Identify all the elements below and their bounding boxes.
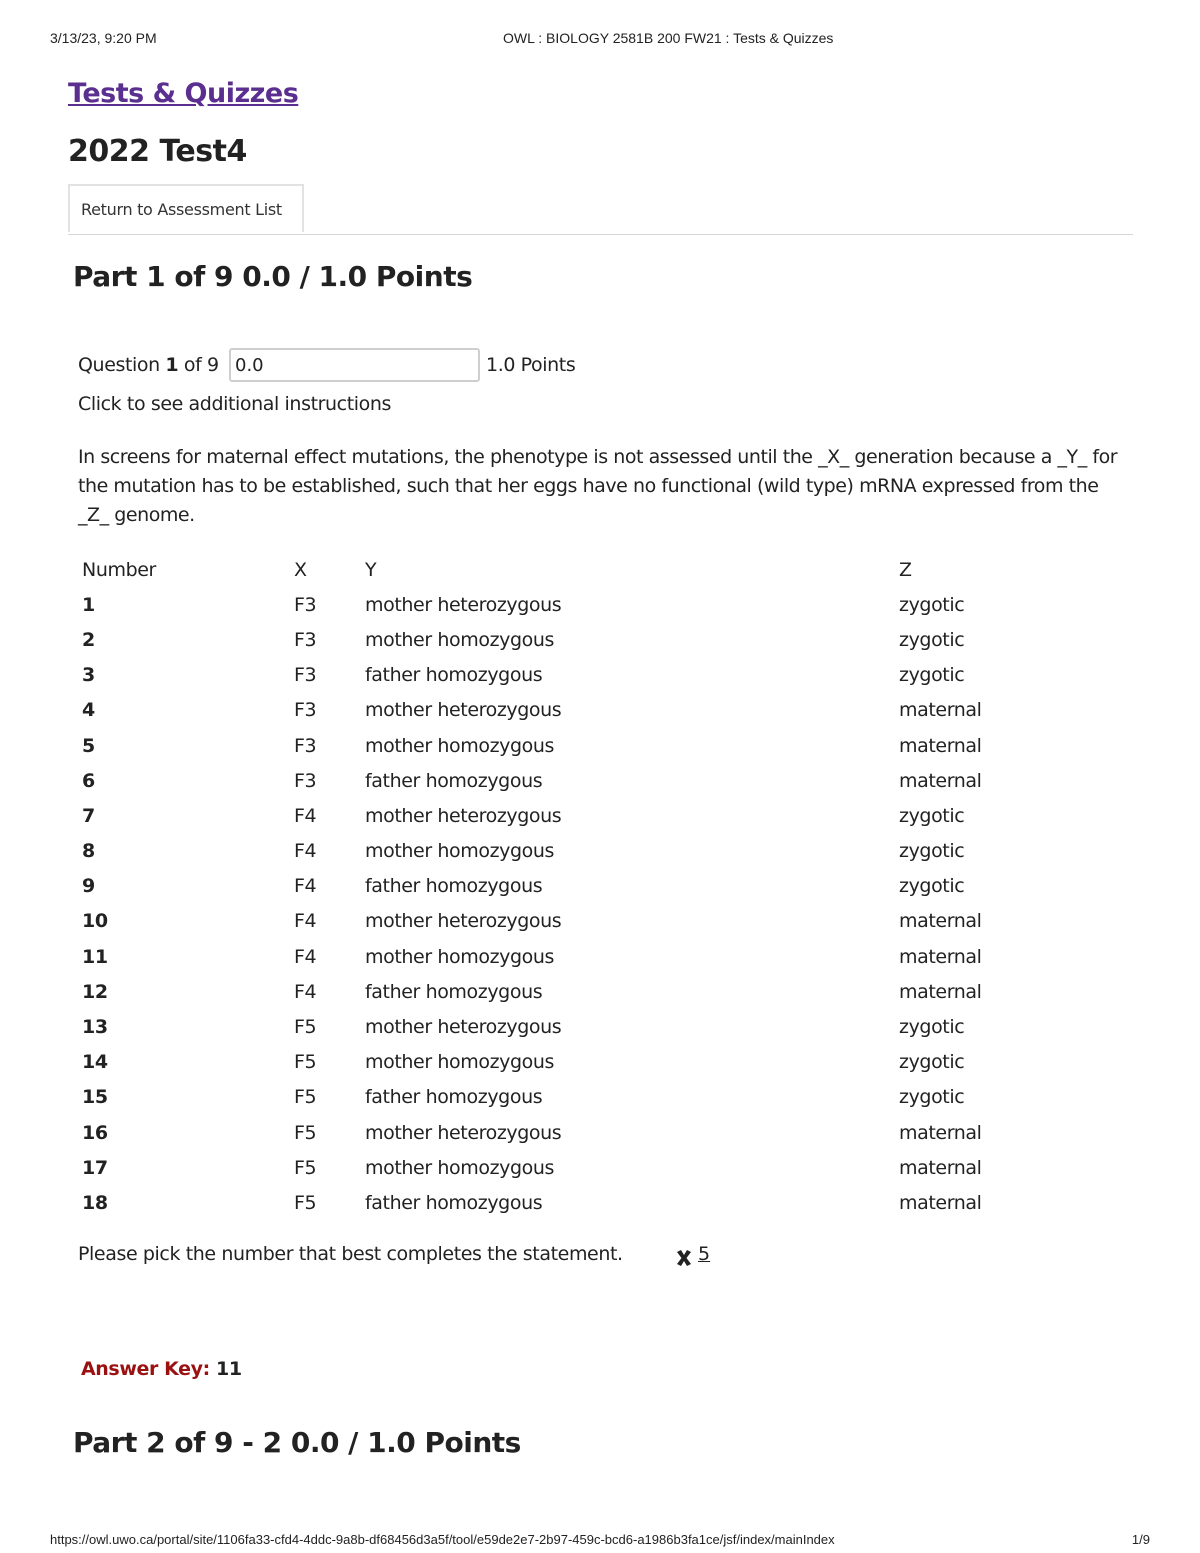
table-row (78, 728, 1099, 763)
cell-y: mother homozygous (365, 734, 555, 757)
cell-y: mother homozygous (365, 1156, 555, 1179)
cell-x: F5 (294, 1016, 317, 1039)
cell-number: 6 (82, 769, 95, 792)
print-date: 3/13/23, 9:20 PM (50, 30, 157, 46)
table-row (78, 869, 1099, 904)
cell-z: maternal (899, 1156, 982, 1179)
table-row (78, 974, 1099, 1009)
cell-number: 13 (82, 1016, 108, 1039)
cell-number: 11 (82, 945, 108, 968)
cell-number: 7 (82, 804, 95, 827)
cell-number: 9 (82, 875, 95, 898)
score-input[interactable] (229, 348, 480, 382)
cell-z: maternal (899, 734, 982, 757)
cell-y: mother heterozygous (365, 1121, 562, 1144)
table-row (78, 834, 1099, 869)
cell-y: mother heterozygous (365, 699, 562, 722)
cell-y: father homozygous (365, 1086, 543, 1109)
cell-number: 15 (82, 1086, 108, 1109)
cell-x: F5 (294, 1191, 317, 1214)
cell-x: F4 (294, 804, 317, 827)
table-row (78, 939, 1099, 974)
cell-y: father homozygous (365, 980, 543, 1003)
cell-number: 12 (82, 980, 108, 1003)
cell-number: 3 (82, 664, 95, 687)
table-row (78, 622, 1099, 657)
additional-instructions-link[interactable]: Click to see additional instructions (78, 393, 392, 415)
table-row (78, 658, 1099, 693)
tests-quizzes-link[interactable]: Tests & Quizzes (68, 78, 299, 109)
question-points: 1.0 Points (486, 354, 576, 376)
cell-y: father homozygous (365, 1191, 543, 1214)
return-to-assessment-list-button[interactable]: Return to Assessment List (68, 184, 304, 232)
options-table (78, 552, 1099, 1221)
cell-y: father homozygous (365, 875, 543, 898)
cell-number: 18 (82, 1191, 108, 1214)
cell-y: mother heterozygous (365, 1016, 562, 1039)
table-row (78, 587, 1099, 622)
cell-z: zygotic (899, 1051, 965, 1074)
table-header-row (78, 552, 1099, 587)
cell-z: maternal (899, 1121, 982, 1144)
cell-x: F5 (294, 1121, 317, 1144)
cell-y: mother heterozygous (365, 593, 562, 616)
cell-number: 17 (82, 1156, 108, 1179)
print-page-title: OWL : BIOLOGY 2581B 200 FW21 : Tests & Quizzes (503, 30, 834, 46)
cell-z: maternal (899, 980, 982, 1003)
table-row (78, 798, 1099, 833)
answer-key-value: 11 (216, 1358, 242, 1380)
cell-x: F5 (294, 1086, 317, 1109)
cell-z: maternal (899, 910, 982, 933)
table-row (78, 1045, 1099, 1080)
table-row (78, 763, 1099, 798)
incorrect-x-icon (674, 1248, 694, 1268)
cell-y: mother heterozygous (365, 804, 562, 827)
table-row (78, 1080, 1099, 1115)
table-row (78, 1150, 1099, 1185)
table-row (78, 1009, 1099, 1044)
cell-x: F4 (294, 910, 317, 933)
cell-y: mother homozygous (365, 945, 555, 968)
table-row (78, 1185, 1099, 1220)
cell-z: zygotic (899, 875, 965, 898)
cell-number: 5 (82, 734, 95, 757)
cell-x: F5 (294, 1156, 317, 1179)
cell-x: F3 (294, 734, 317, 757)
cell-y: mother heterozygous (365, 910, 562, 933)
cell-y: father homozygous (365, 664, 543, 687)
cell-number: 1 (82, 593, 95, 616)
cell-z: maternal (899, 1191, 982, 1214)
cell-z: zygotic (899, 664, 965, 687)
print-header (50, 30, 1150, 50)
cell-z: zygotic (899, 1016, 965, 1039)
print-url: https://owl.uwo.ca/portal/site/1106fa33-cfd4-4ddc-9a8b-df68456d3a5f/tool/e59de2e7-2b97-459c-bcd6-a1986b3fa1ce/jsf/index/mainIndex (50, 1532, 835, 1547)
cell-y: mother homozygous (365, 840, 555, 863)
cell-z: zygotic (899, 1086, 965, 1109)
part-2-title: Part 2 of 9 - 2 0.0 / 1.0 Points (73, 1426, 521, 1459)
cell-number: 10 (82, 910, 108, 933)
answer-key-label: Answer Key: (81, 1358, 210, 1380)
nav-bar (68, 184, 1133, 235)
cell-z: maternal (899, 769, 982, 792)
cell-x: F4 (294, 875, 317, 898)
cell-z: zygotic (899, 804, 965, 827)
assessment-title: 2022 Test4 (68, 134, 247, 169)
col-header-y: Y (365, 558, 377, 581)
cell-x: F3 (294, 699, 317, 722)
col-header-z: Z (899, 558, 912, 581)
cell-x: F3 (294, 628, 317, 651)
print-page-number: 1/9 (1131, 1532, 1150, 1547)
cell-number: 4 (82, 699, 95, 722)
cell-z: zygotic (899, 593, 965, 616)
part-1-title: Part 1 of 9 0.0 / 1.0 Points (73, 260, 473, 293)
cell-z: zygotic (899, 628, 965, 651)
cell-x: F3 (294, 593, 317, 616)
cell-y: mother homozygous (365, 628, 555, 651)
cell-number: 14 (82, 1051, 108, 1074)
cell-y: father homozygous (365, 769, 543, 792)
cell-number: 16 (82, 1121, 108, 1144)
cell-x: F4 (294, 840, 317, 863)
selected-answer: 5 (698, 1243, 711, 1265)
cell-number: 2 (82, 628, 95, 651)
table-row (78, 904, 1099, 939)
cell-x: F4 (294, 945, 317, 968)
cell-z: zygotic (899, 840, 965, 863)
cell-number: 8 (82, 840, 95, 863)
table-row (78, 693, 1099, 728)
cell-z: maternal (899, 699, 982, 722)
cell-x: F3 (294, 769, 317, 792)
col-header-x: X (294, 558, 307, 581)
cell-z: maternal (899, 945, 982, 968)
cell-x: F5 (294, 1051, 317, 1074)
pick-prompt: Please pick the number that best completes the statement. (78, 1243, 623, 1265)
cell-x: F3 (294, 664, 317, 687)
cell-y: mother homozygous (365, 1051, 555, 1074)
print-footer (50, 1532, 1150, 1552)
table-row (78, 1115, 1099, 1150)
col-header-number: Number (82, 558, 156, 581)
cell-x: F4 (294, 980, 317, 1003)
question-label: Question 1 of 9 (78, 354, 219, 376)
answer-key (81, 1358, 242, 1380)
question-text: In screens for maternal effect mutations, the phenotype is not assessed until the _X_ generation because a _Y_ for the mutation has to be established, such that her eggs have no functional (wild type) mRNA expressed from the _Z_ genome. (78, 446, 1118, 526)
